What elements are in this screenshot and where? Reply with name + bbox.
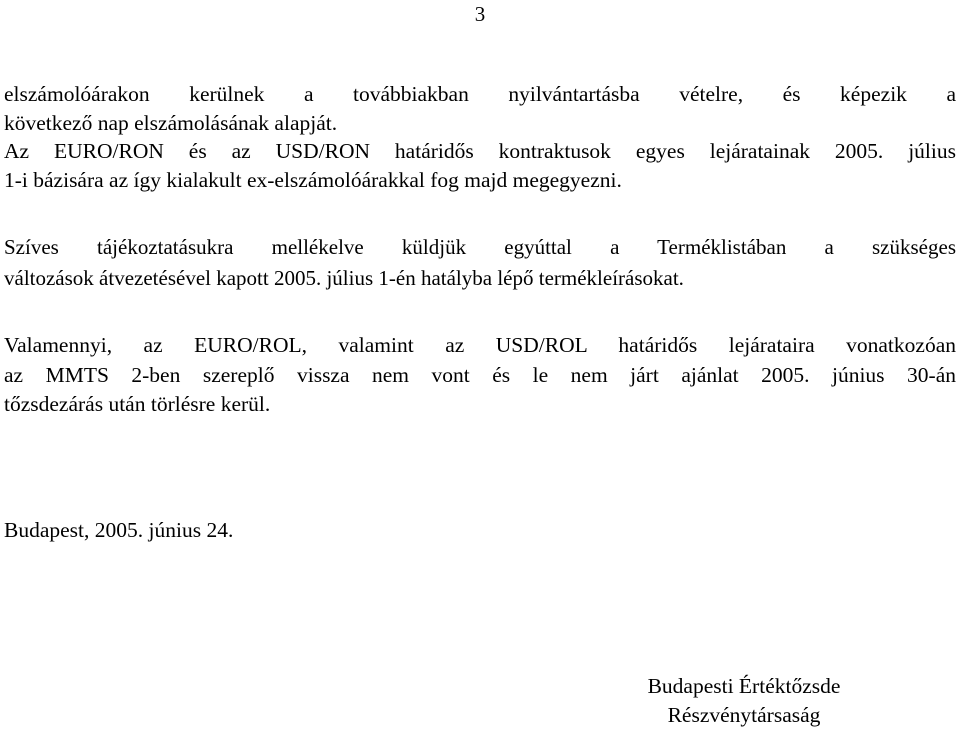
paragraph-line: Szíves tájékoztatásukra mellékelve küldjük egyúttal a Terméklistában a szükséges	[4, 235, 956, 259]
paragraph-settlement-prices	[4, 80, 956, 194]
paragraph-line: elszámolóárakon kerülnek a továbbiakban nyilvántartásba vételre, és képezik a	[4, 82, 956, 106]
signature-line-2: Részvénytársaság	[667, 703, 821, 727]
paragraph-line: 1-i bázisára az így kialakult ex-elszámolóárakkal fog majd megegyezni.	[4, 167, 622, 192]
signature-line-1: Budapesti Értéktőzsde	[647, 674, 841, 698]
paragraph-line: tőzsdezárás után törlésre kerül.	[4, 392, 271, 416]
signature-block	[628, 672, 860, 730]
paragraph-line: az MMTS 2-ben szereplő vissza nem vont és le nem járt ajánlat 2005. június 30-án	[4, 362, 956, 387]
page-number: 3	[474, 2, 486, 26]
paragraph-line: Valamennyi, az EURO/ROL, valamint az USD/ROL határidős lejárataira vonatkozóan	[4, 333, 956, 357]
place-and-date: Budapest, 2005. június 24.	[4, 518, 234, 542]
paragraph-line: Az EURO/RON és az USD/RON határidős kontraktusok egyes lejáratainak 2005. július	[4, 139, 956, 163]
paragraph-mmts-deletion	[4, 331, 956, 420]
paragraph-line: következő nap elszámolásának alapját.	[4, 110, 338, 135]
paragraph-line: változások átvezetésével kapott 2005. július 1-én hatályba lépő termékleírásokat.	[4, 266, 684, 290]
paragraph-product-list	[4, 232, 956, 294]
